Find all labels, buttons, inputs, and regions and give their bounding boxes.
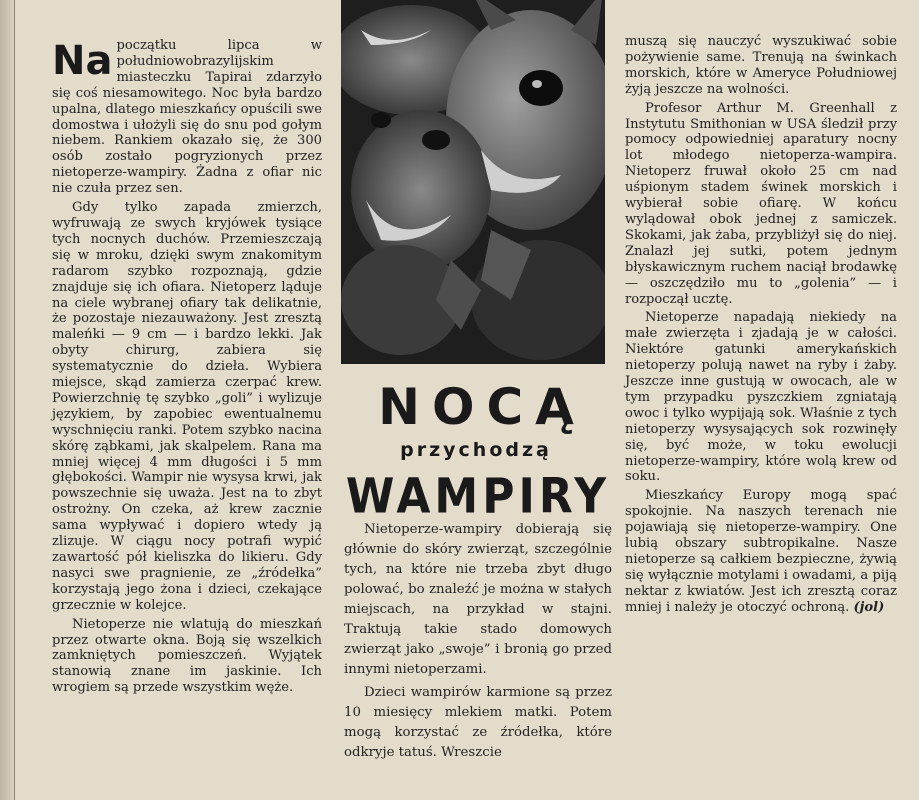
headline [338,378,614,525]
paragraph: Profesor Arthur M. Greenhall z Instytutu Smithonian w USA śledził przy pomocy odpowiedniej aparatury nocny lot młodego nietoperza-wampira. Nietoperz fruwał około 25 cm nad uśpionym stadem świnek morskich i wybierał sobie ofiarę. W końcu wylądował obok jednej z samiczek. Skokami, jak żaba, przybliżył się do niej. Znalazł jej sutki, potem jednym błyskawicznym ruchem naciął brodawkę — oszczędziło mu to „golenia” — i rozpoczął ucztę. [625,100,897,307]
headline-line-1: NOCĄ [378,378,586,436]
paragraph: Nietoperze nie wlatują do mieszkań przez otwarte okna. Boją się wszelkich zamkniętych pomieszczeń. Wyjątek stanowią znane im jaskinie. Ich wrogiem są przede wszystkim węże. [52,616,322,696]
headline-line-2: przychodzą [400,439,552,461]
paragraph [52,38,322,197]
bat-photo [341,0,605,364]
paragraph: Gdy tylko zapada zmierzch, wyfruwają ze swych kryjówek tysiące tych nocnych duchów. Przemieszczają się w mroku, dzięki swym znakomitym radarom szybko rozpoznają, gdzie znajduje się ich ofiara. Nietoperz ląduje na ciele wybranej ofiary tak delikatnie, że pozostaje niezauważony. Jest zresztą maleńki — 9 cm — i bardzo lekki. Jak obyty chirurg, zabiera się systematycznie do dzieła. Wybiera miejsce, skąd zamierza czerpać krew. Powierzchnię tę szybko „goli” i wylizuje językiem, by zapobiec ewentualnemu wyschnięciu ranki. Potem szybko nacina skórę ząbkami, jak skalpelem. Rana ma mniej więcej 4 mm długości i 5 mm głębokości. Wampir nie wysysa krwi, jak powszechnie się uważa. Jest na to zbyt ostrożny. On czeka, aż krew zacznie sama wypływać i dopiero wtedy ją zlizuje. W ciągu nocy potrafi wypić zawartość pół kieliszka do likieru. Gdy nasyci swe pragnienie, ze „źródełka” korzystają jego żona i dzieci, czekające grzecznie w kolejce. [52,200,322,613]
paragraph: Dzieci wampirów karmione są przez 10 miesięcy mlekiem matki. Potem mogą korzystać ze źródełka, które odkryje tatuś. Wreszcie [344,685,612,760]
headline-line-3: WAMPIRY [345,468,611,525]
bat-photo-illustration [341,0,605,364]
article-column-1 [52,38,322,699]
paragraph [625,488,897,615]
drop-cap: Na [52,38,113,84]
paragraph: muszą się nauczyć wyszukiwać sobie pożywienie same. Trenują na świnkach morskich, które w Ameryce Południowej żyją jeszcze na wolności. [625,34,897,97]
article-column-3 [625,34,897,619]
paragraph: Nietoperze-wampiry dobierają się głównie do skóry zwierząt, szczególnie tych, na które nie trzeba zbyt długo polować, bo znaleźć je można w stałych miejscach, na przykład w stajni. Traktują takie stado domowych zwierząt jako „swoje” i bronią go przed innymi nietoperzami. [344,522,612,677]
paragraph: Nietoperze napadają niekiedy na małe zwierzęta i zjadają je w całości. Niektóre gatunki amerykańskich nietoperzy polują nawet na ryby i żaby. Jeszcze inne gustują w owocach, ale w tym przypadku pyszczkiem zgniatają owoc i tylko wypijają sok. Właśnie z tych nietoperzy wysysających sok rozwinęły się, być może, w toku ewolucji nietoperze-wampiry, które wolą krew od soku. [625,310,897,485]
page-edge [0,0,15,800]
paragraph-text: początku lipca w południowobrazylijskim miasteczku Tapirai zdarzyło się coś niesamowitego. Noc była bardzo upalna, dlatego mieszkańcy opuścili swe domostwa i ułożyli się do snu pod gołym niebem. Rankiem okazało się, że 300 osób zostało pogryzionych przez nietoperze-wampiry. Żadna z ofiar nic nie czuła przez sen. [52,38,322,197]
author-signature: (jol) [853,599,885,615]
paragraph-text: Mieszkańcy Europy mogą spać spokojnie. Na naszych terenach nie pojawiają się nietoperze-wampiry. One lubią obszary subtropikalne. Nasze nietoperze są całkiem bezpieczne, żywią się wyłącznie motylami i owadami, a piją nektar z kwiatów. Jest ich zresztą coraz mniej i należy je otoczyć ochroną. [625,488,897,615]
article-column-2 [344,520,612,766]
